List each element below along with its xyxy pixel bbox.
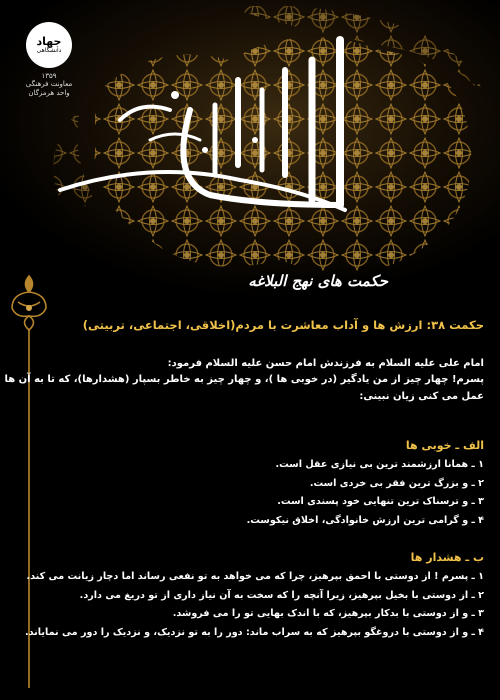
intro-line-3: عمل می کنی زیان نبینی: [359, 390, 484, 402]
logo-line-1: معاونت فرهنگی [25, 80, 73, 88]
logo-name: جهاد [36, 35, 62, 49]
intro-line-2: پسرم! چهار چیز از من یادگیر (در خوبی ها )، و چهار چیز به خاطر بسپار (هشدارها)، که تا به آن ها [4, 374, 484, 386]
list-item: ۴ ـ و از دوستی با دروغگو بپرهیز که به سراب ماند: دور را به تو نزدیک، و نزدیک را دور می نمایاند. [25, 626, 484, 638]
list-item: ۲ ـ و بزرگ ترین فقر بی خردی است. [309, 477, 484, 489]
list-item: ۱ ـ همانا ارزشمند ترین بی نیازی عقل است. [275, 459, 484, 471]
intro [4, 356, 484, 406]
book-title: حکمت های نهج البلاغه [248, 272, 388, 290]
section-b-list [25, 568, 484, 643]
logo-year: ۱۳۵۹ [41, 72, 57, 80]
list-item: ۳ ـ و از دوستی با بدکار بپرهیز، که با اندک بهایی تو را می فروشد. [172, 608, 484, 620]
list-item: ۲ ـ از دوستی با بخیل بپرهیز، زیرا آنچه را که سخت به آن نیاز داری از تو دریغ می دارد. [79, 589, 484, 601]
section-b-title: ب ـ هشدار ها [410, 550, 484, 564]
logo-emblem [26, 22, 72, 68]
hikmat-heading: حکمت ۳۸: ارزش ها و آداب معاشرت با مردم(اخلاقی، اجتماعی، تربیتی) [82, 318, 484, 332]
intro-line-1: امام علی علیه السلام به فرزندش امام حسن علیه السلام فرمود: [167, 357, 484, 369]
list-item: ۳ ـ و ترسناک ترین تنهایی خود پسندی است. [277, 496, 484, 508]
list-item: ۴ ـ و گرامی ترین ارزش خانوادگی، اخلاق نیکوست. [246, 515, 484, 527]
section-a-list [52, 456, 484, 531]
content [4, 318, 484, 643]
logo [18, 22, 80, 99]
logo-sub: دانشگاهی [36, 46, 62, 54]
logo-line-2: واحد هرمزگان [28, 89, 70, 98]
list-item: ۱ ـ پسرم ! از دوستی با احمق بپرهیز، چرا که می خواهد به تو نفعی رساند اما دچار زیانت می کند. [26, 570, 484, 582]
section-a-title: الف ـ خوبی ها [405, 439, 484, 453]
